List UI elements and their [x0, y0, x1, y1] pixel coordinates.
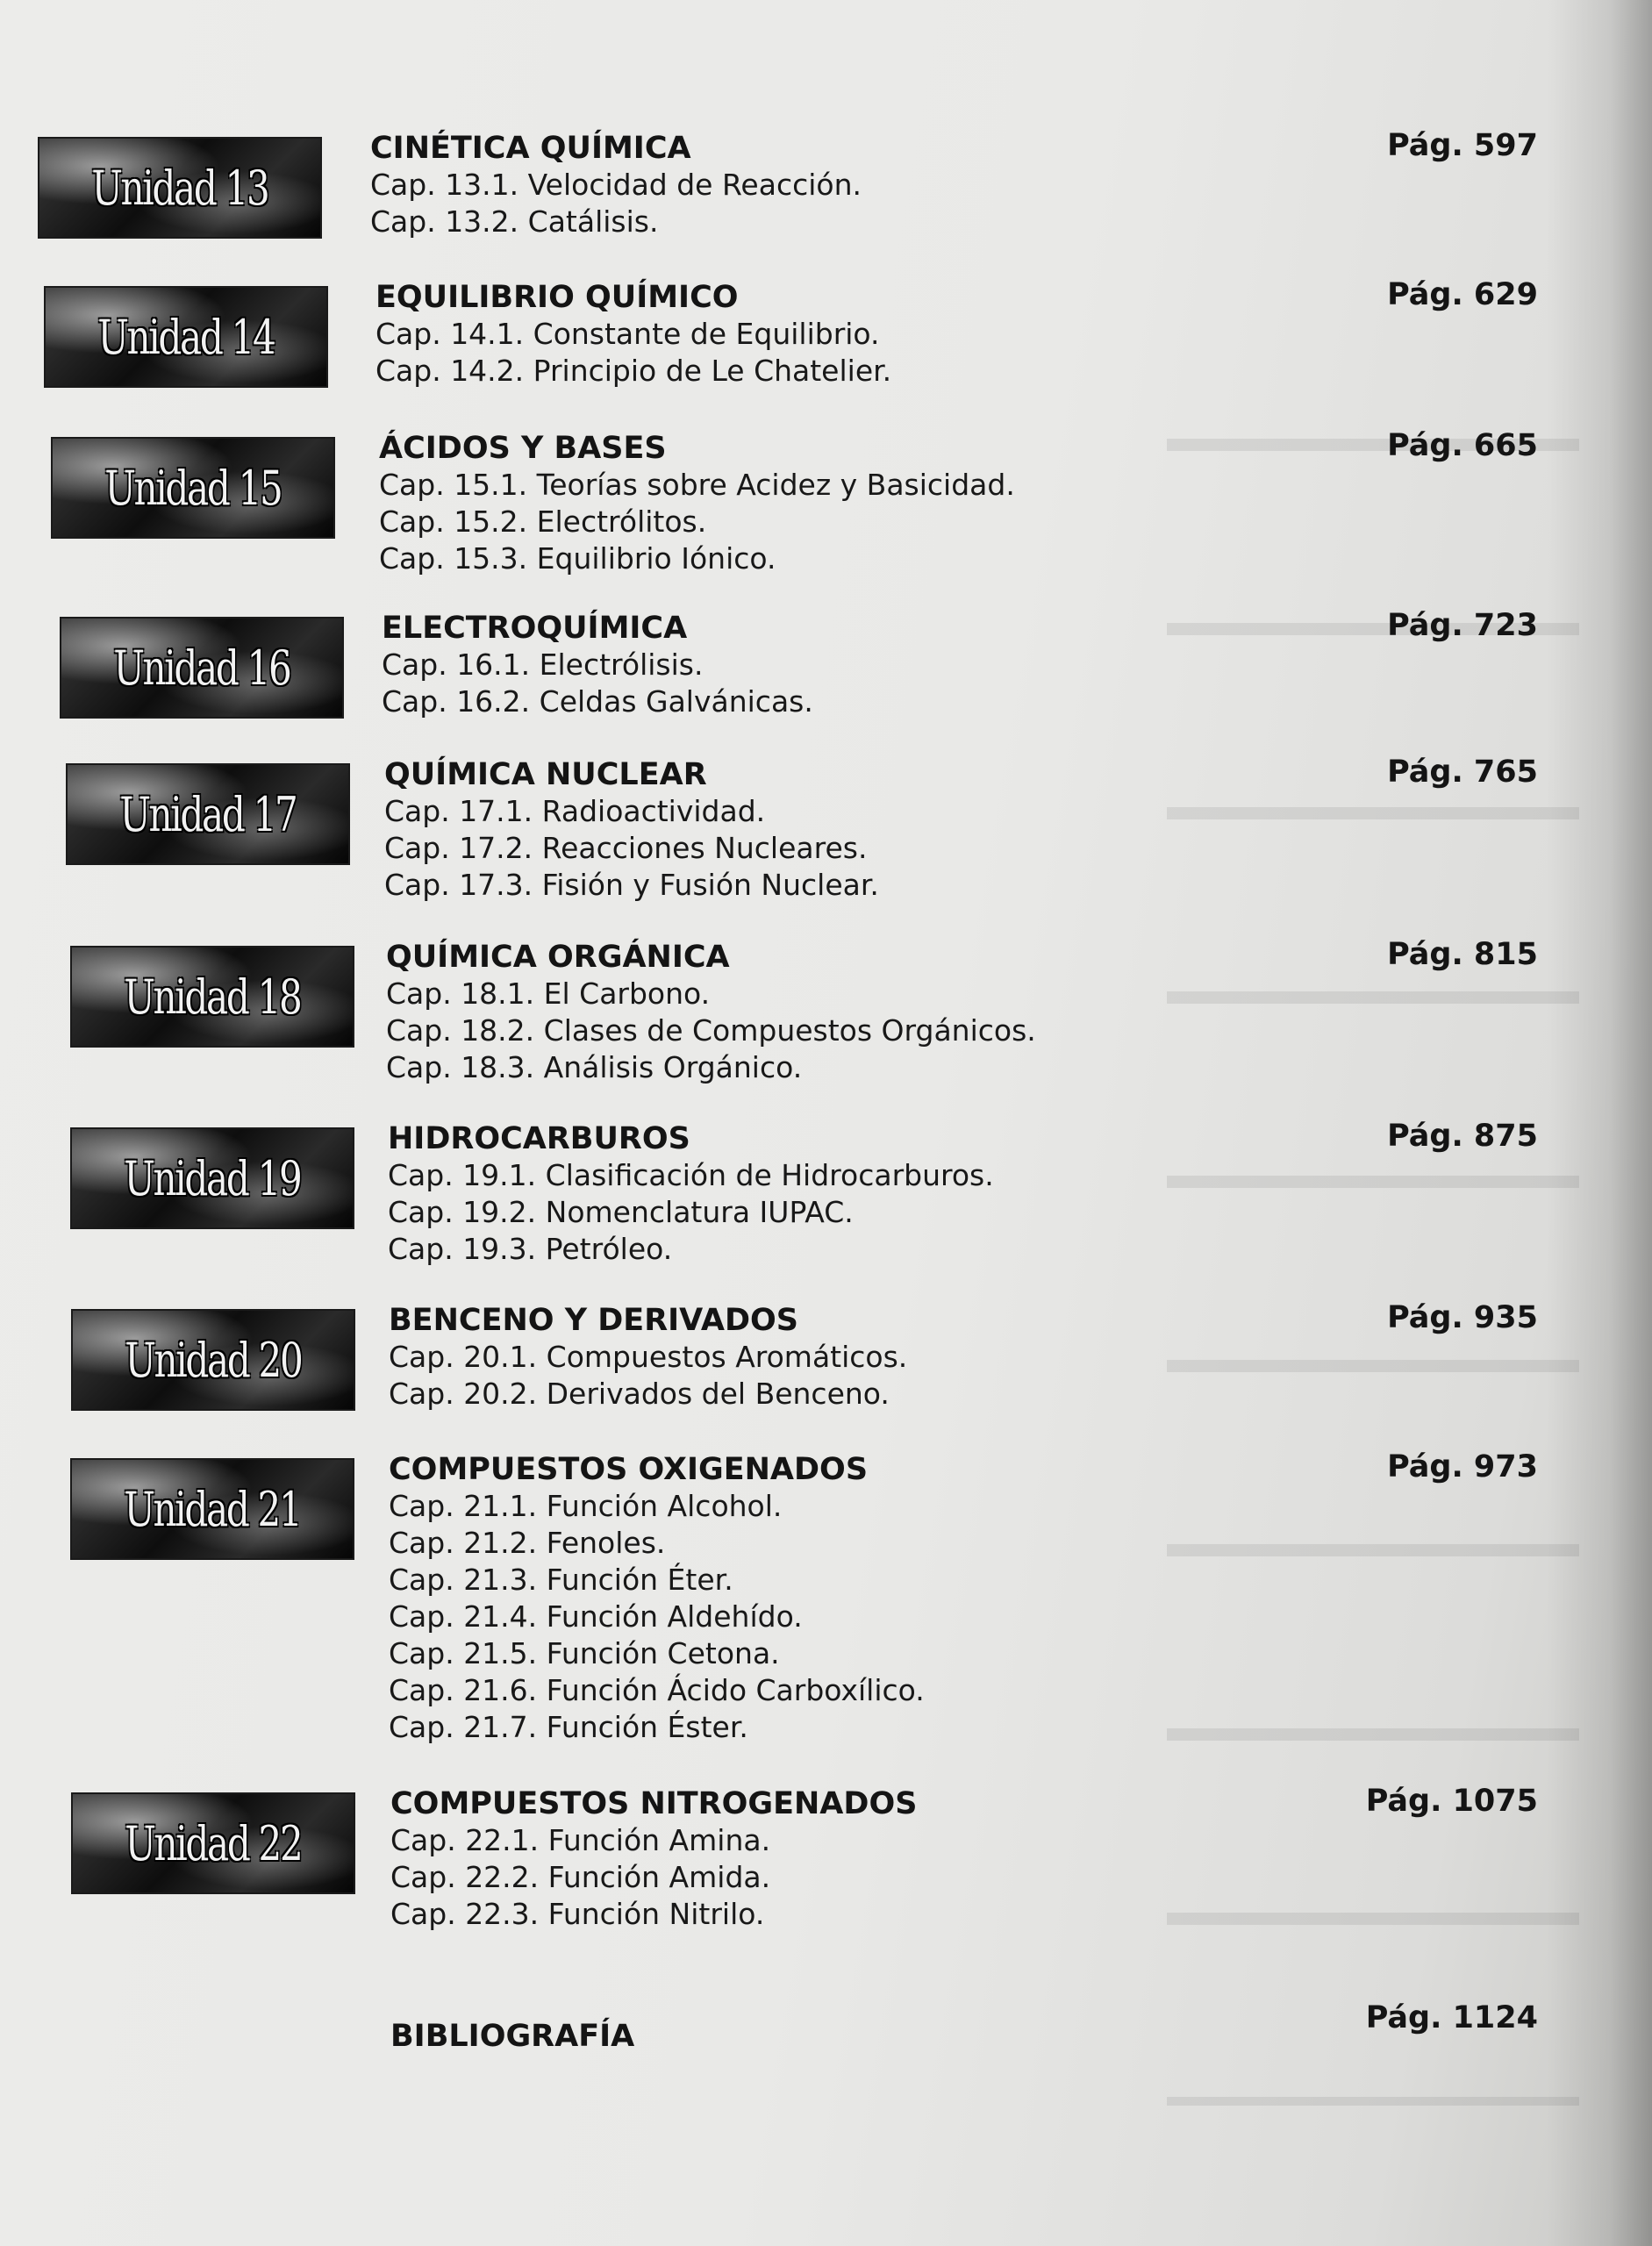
- unit-badge-label: Unidad 19: [124, 1150, 301, 1206]
- chapter-item: Cap. 22.1. Función Amina.: [390, 1823, 771, 1857]
- chapter-item: Cap. 14.2. Principio de Le Chatelier.: [375, 354, 892, 388]
- chapter-item: Cap. 17.3. Fisión y Fusión Nuclear.: [384, 868, 879, 902]
- unit-title: COMPUESTOS NITROGENADOS: [390, 1786, 918, 1821]
- unit-badge: [39, 139, 320, 237]
- unit-badge: [46, 288, 326, 386]
- unit-page-number: Pág. 597: [1387, 128, 1538, 163]
- unit-badge-label: Unidad 22: [125, 1815, 302, 1871]
- unit-badge-label: Unidad 14: [97, 309, 275, 365]
- chapter-item: Cap. 13.2. Catálisis.: [370, 204, 659, 239]
- unit-badge-label: Unidad 21: [124, 1481, 301, 1537]
- unit-badge-label: Unidad 16: [113, 640, 290, 696]
- chapter-item: Cap. 15.1. Teorías sobre Acidez y Basicidad.: [379, 468, 1015, 502]
- unit-page-number: Pág. 665: [1387, 428, 1538, 463]
- unit-page-number: Pág. 765: [1387, 755, 1538, 790]
- unit-badge-label: Unidad 20: [125, 1332, 302, 1388]
- unit-badge-label: Unidad 18: [124, 969, 301, 1025]
- bibliography-page: Pág. 1124: [1365, 2000, 1538, 2035]
- chapter-item: Cap. 19.2. Nomenclatura IUPAC.: [388, 1195, 854, 1229]
- chapter-item: Cap. 22.3. Función Nitrilo.: [390, 1897, 765, 1931]
- unit-badge-label: Unidad 15: [104, 460, 282, 516]
- chapter-item: Cap. 15.2. Electrólitos.: [379, 504, 707, 539]
- unit-badge: [61, 619, 342, 717]
- chapter-item: Cap. 21.5. Función Cetona.: [389, 1636, 780, 1670]
- unit-page-number: Pág. 875: [1387, 1119, 1538, 1154]
- chapter-item: Cap. 21.2. Fenoles.: [389, 1526, 666, 1560]
- chapter-item: Cap. 14.1. Constante de Equilibrio.: [375, 317, 880, 351]
- unit-badge: [72, 1460, 353, 1558]
- unit-page-number: Pág. 723: [1387, 608, 1538, 643]
- chapter-item: Cap. 16.2. Celdas Galvánicas.: [382, 684, 813, 719]
- unit-badge: [53, 439, 333, 537]
- chapter-item: Cap. 18.1. El Carbono.: [386, 976, 711, 1011]
- unit-badge: [68, 765, 348, 863]
- unit-title: QUÍMICA NUCLEAR: [384, 757, 707, 792]
- unit-title: HIDROCARBUROS: [388, 1121, 690, 1156]
- chapter-item: Cap. 20.1. Compuestos Aromáticos.: [389, 1340, 908, 1374]
- unit-badge: [72, 948, 353, 1046]
- unit-badge: [73, 1311, 354, 1409]
- unit-page-number: Pág. 973: [1387, 1449, 1538, 1484]
- bibliography-title: BIBLIOGRAFÍA: [390, 2019, 635, 2054]
- unit-page-number: Pág. 629: [1387, 277, 1538, 312]
- chapter-item: Cap. 19.1. Clasificación de Hidrocarburos.: [388, 1158, 994, 1192]
- unit-page-number: Pág. 815: [1387, 937, 1538, 972]
- chapter-item: Cap. 17.2. Reacciones Nucleares.: [384, 831, 868, 865]
- unit-content: [389, 1451, 1266, 1746]
- chapter-item: Cap. 18.3. Análisis Orgánico.: [386, 1050, 803, 1084]
- chapter-item: Cap. 19.3. Petróleo.: [388, 1232, 673, 1266]
- chapter-item: Cap. 20.2. Derivados del Benceno.: [389, 1377, 890, 1411]
- chapter-item: Cap. 21.4. Función Aldehído.: [389, 1599, 803, 1634]
- chapter-item: Cap. 17.1. Radioactividad.: [384, 794, 766, 828]
- unit-page-number: Pág. 935: [1387, 1300, 1538, 1335]
- chapter-item: Cap. 13.1. Velocidad de Reacción.: [370, 168, 862, 202]
- unit-title: COMPUESTOS OXIGENADOS: [389, 1452, 869, 1487]
- chapter-item: Cap. 16.1. Electrólisis.: [382, 647, 704, 682]
- unit-title: ELECTROQUÍMICA: [382, 611, 688, 646]
- chapter-item: Cap. 21.1. Función Alcohol.: [389, 1489, 783, 1523]
- unit-page-number: Pág. 1075: [1365, 1784, 1538, 1819]
- chapter-item: Cap. 18.2. Clases de Compuestos Orgánicos.: [386, 1013, 1036, 1048]
- unit-title: CINÉTICA QUÍMICA: [370, 131, 691, 166]
- unit-badge: [73, 1794, 354, 1892]
- chapter-item: Cap. 15.3. Equilibrio Iónico.: [379, 541, 776, 576]
- unit-title: QUÍMICA ORGÁNICA: [386, 940, 730, 975]
- unit-badge-label: Unidad 17: [119, 786, 297, 842]
- unit-title: ÁCIDOS Y BASES: [379, 431, 667, 466]
- unit-title: BENCENO Y DERIVADOS: [389, 1303, 798, 1338]
- unit-badge: [72, 1129, 353, 1227]
- chapter-item: Cap. 21.7. Función Éster.: [389, 1710, 748, 1744]
- chapter-item: Cap. 21.3. Función Éter.: [389, 1563, 733, 1597]
- unit-badge-label: Unidad 13: [91, 160, 268, 216]
- chapter-item: Cap. 22.2. Función Amida.: [390, 1860, 771, 1894]
- chapter-item: Cap. 21.6. Función Ácido Carboxílico.: [389, 1673, 925, 1707]
- unit-title: EQUILIBRIO QUÍMICO: [375, 280, 739, 315]
